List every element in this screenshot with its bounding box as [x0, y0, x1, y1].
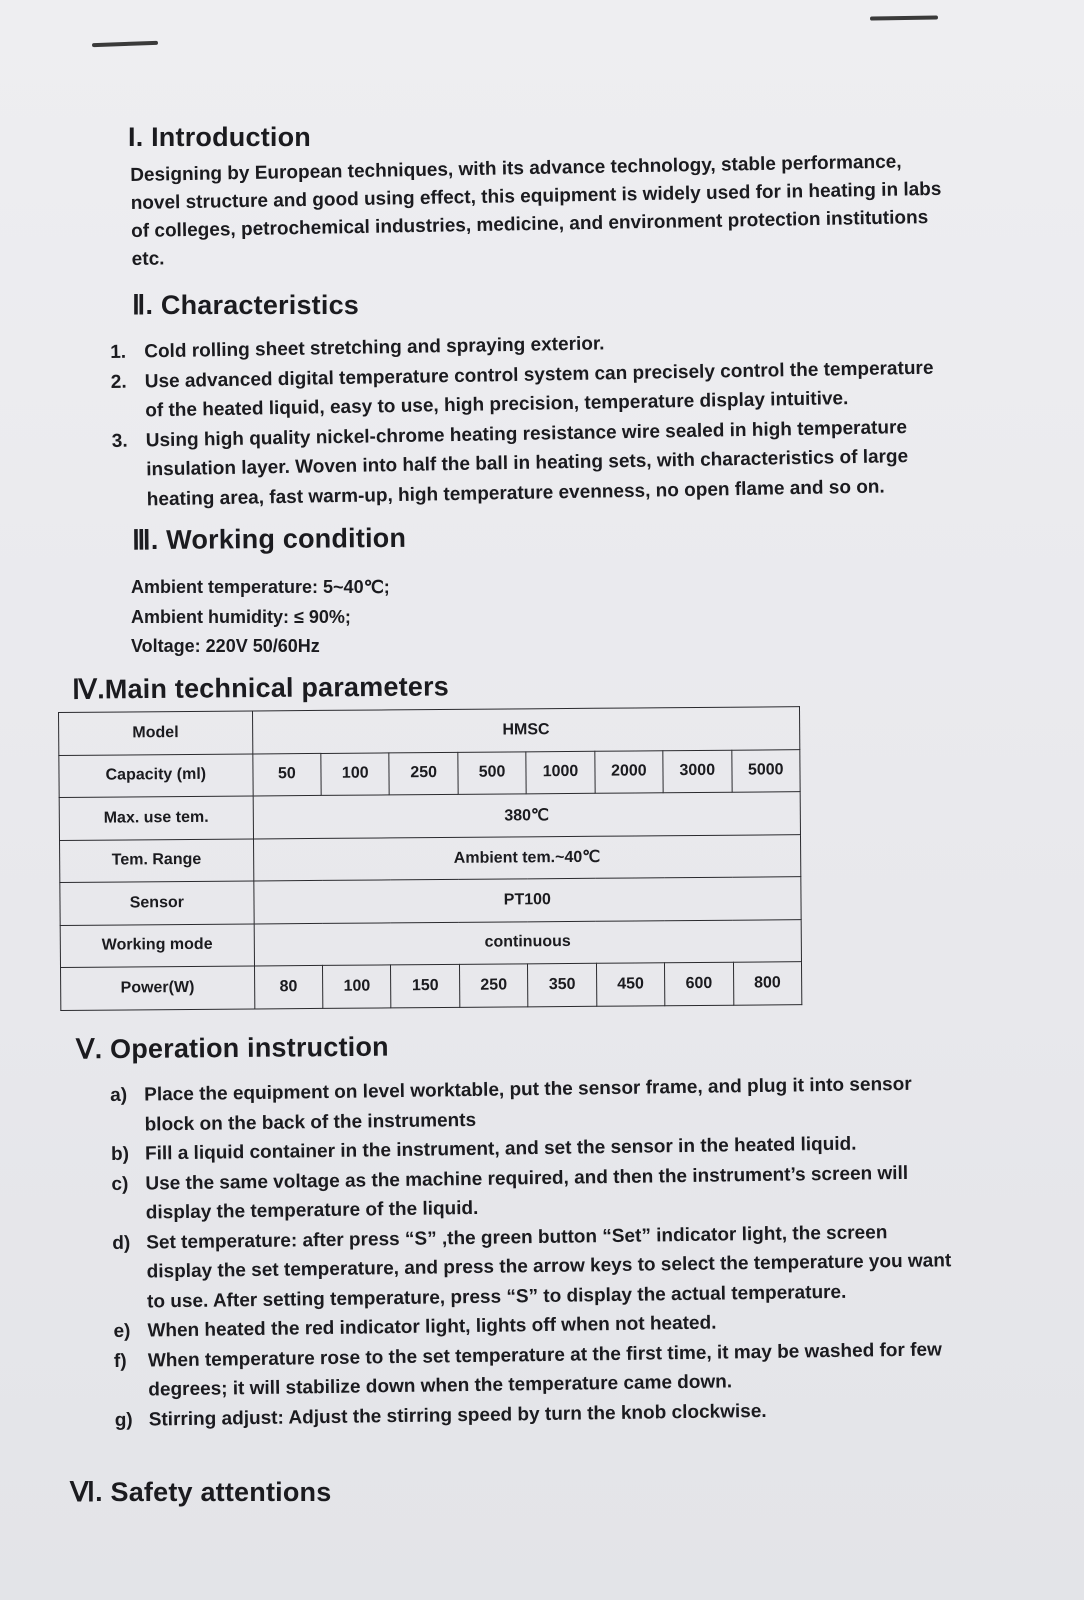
- ambient-temperature-line: Ambient temperature: 5~40℃;: [131, 577, 390, 597]
- operation-list: [110, 1069, 953, 1435]
- staple-mark-left: [92, 41, 158, 47]
- model-value: HMSC: [252, 707, 800, 754]
- capacity-label: Capacity (ml): [59, 753, 253, 797]
- operation-heading: Ⅴ. Operation instruction: [75, 1031, 389, 1065]
- working-condition-list: [131, 573, 390, 662]
- capacity-cell: 500: [458, 751, 527, 794]
- characteristic-line: insulation layer. Woven into half the ball in heating sets, with characteristics of large: [146, 446, 909, 481]
- operation-line: display the temperature of the liquid.: [145, 1197, 479, 1224]
- list-letter: e): [113, 1320, 131, 1342]
- characteristic-line: of the heated liquid, easy to use, high precision, temperature display intuitive.: [145, 388, 849, 422]
- capacity-cell: 50: [252, 753, 321, 796]
- list-number: 3.: [111, 430, 128, 452]
- mode-value: continuous: [254, 919, 802, 966]
- operation-line: degrees; it will stabilize down when the temperature came down.: [148, 1371, 733, 1401]
- characteristic-line: Use advanced digital temperature control system can precisely control the temperature: [144, 357, 934, 392]
- characteristic-line: heating area, fast warm-up, high temperature evenness, no open flame and so on.: [146, 476, 885, 510]
- operation-line: to use. After setting temperature, press “S” to display the actual temperature.: [146, 1281, 847, 1313]
- sensor-label: Sensor: [60, 881, 254, 925]
- introduction-line: of colleges, petrochemical industries, medicine, and environment protection institutions: [131, 207, 929, 242]
- list-number: 2.: [110, 371, 127, 393]
- operation-line: block on the back of the instruments: [144, 1109, 477, 1136]
- sensor-value: PT100: [253, 877, 801, 924]
- list-letter: b): [110, 1143, 130, 1165]
- table-row-capacity: [59, 749, 800, 797]
- operation-line: Use the same voltage as the machine required, and then the instrument’s screen will: [145, 1162, 909, 1195]
- model-label: Model: [59, 711, 253, 755]
- table-row-model: [59, 707, 800, 755]
- capacity-cell: 100: [321, 752, 390, 795]
- ambient-humidity-line: Ambient humidity: ≤ 90%;: [131, 606, 351, 627]
- voltage-line: Voltage: 220V 50/60Hz: [131, 636, 320, 656]
- mode-label: Working mode: [60, 923, 254, 967]
- power-cell: 250: [459, 964, 528, 1007]
- list-letter: a): [110, 1084, 128, 1106]
- operation-line: display the set temperature, and press the arrow keys to select the temperature you want: [146, 1250, 952, 1283]
- parameters-heading: Ⅳ.Main technical parameters: [71, 671, 450, 705]
- capacity-cell: 5000: [731, 749, 800, 792]
- max-temp-value: 380℃: [253, 792, 801, 839]
- table-row-power: [61, 962, 802, 1010]
- capacity-cell: 250: [389, 752, 458, 795]
- power-cell: 150: [391, 964, 460, 1007]
- capacity-cell: 1000: [526, 751, 595, 794]
- list-number: 1.: [110, 341, 127, 363]
- table-row-range: [60, 834, 801, 882]
- list-letter: c): [111, 1173, 129, 1195]
- operation-line: Place the equipment on level worktable, put the sensor frame, and plug it into sensor: [144, 1073, 912, 1106]
- table-row-max-temp: [59, 792, 800, 840]
- introduction-heading: I. Introduction: [128, 122, 311, 152]
- operation-line: Set temperature: after press “S” ,the green button “Set” indicator light, the screen: [146, 1221, 888, 1254]
- list-letter: g): [114, 1409, 133, 1431]
- operation-line: When temperature rose to the set temperature at the first time, it may be washed for few: [147, 1338, 942, 1371]
- operation-item: [112, 1217, 952, 1317]
- characteristics-heading: Ⅱ. Characteristics: [132, 290, 359, 320]
- operation-line: Fill a liquid container in the instrument, and set the sensor in the heated liquid.: [144, 1133, 857, 1165]
- operation-line: When heated the red indicator light, lights off when not heated.: [147, 1312, 717, 1342]
- power-cell: 80: [254, 965, 323, 1008]
- power-label: Power(W): [61, 966, 255, 1010]
- characteristic-line: Using high quality nickel-chrome heating resistance wire sealed in high temperature: [145, 416, 908, 451]
- range-value: Ambient tem.~40℃: [253, 834, 801, 881]
- range-label: Tem. Range: [60, 838, 254, 882]
- power-cell: 100: [323, 965, 392, 1008]
- power-cell: 800: [733, 962, 802, 1005]
- power-cell: 600: [665, 962, 734, 1005]
- parameters-table: [58, 706, 802, 1010]
- introduction-line: Designing by European techniques, with its advance technology, stable performance,: [130, 151, 902, 186]
- table-row-sensor: [60, 877, 801, 925]
- characteristics-list: [110, 324, 936, 515]
- characteristic-line: Cold rolling sheet stretching and spraying exterior.: [144, 333, 605, 363]
- capacity-cell: 2000: [595, 750, 664, 793]
- list-letter: f): [113, 1350, 127, 1372]
- introduction-line: novel structure and good using effect, this equipment is widely used for in heating in labs: [130, 178, 942, 214]
- working-condition-heading: Ⅲ. Working condition: [131, 522, 407, 556]
- list-letter: d): [112, 1232, 131, 1254]
- introduction-paragraph: [130, 148, 943, 274]
- max-temp-label: Max. use tem.: [59, 796, 253, 840]
- introduction-line: etc.: [131, 248, 165, 270]
- power-cell: 450: [596, 963, 665, 1006]
- capacity-cell: 3000: [663, 750, 732, 793]
- operation-line: Stirring adjust: Adjust the stirring speed by turn the knob clockwise.: [148, 1400, 767, 1430]
- safety-heading: Ⅵ. Safety attentions: [70, 1477, 332, 1507]
- table-row-mode: [60, 919, 801, 967]
- power-cell: 350: [528, 963, 597, 1006]
- staple-mark-right: [870, 15, 938, 20]
- characteristic-item: [112, 412, 936, 515]
